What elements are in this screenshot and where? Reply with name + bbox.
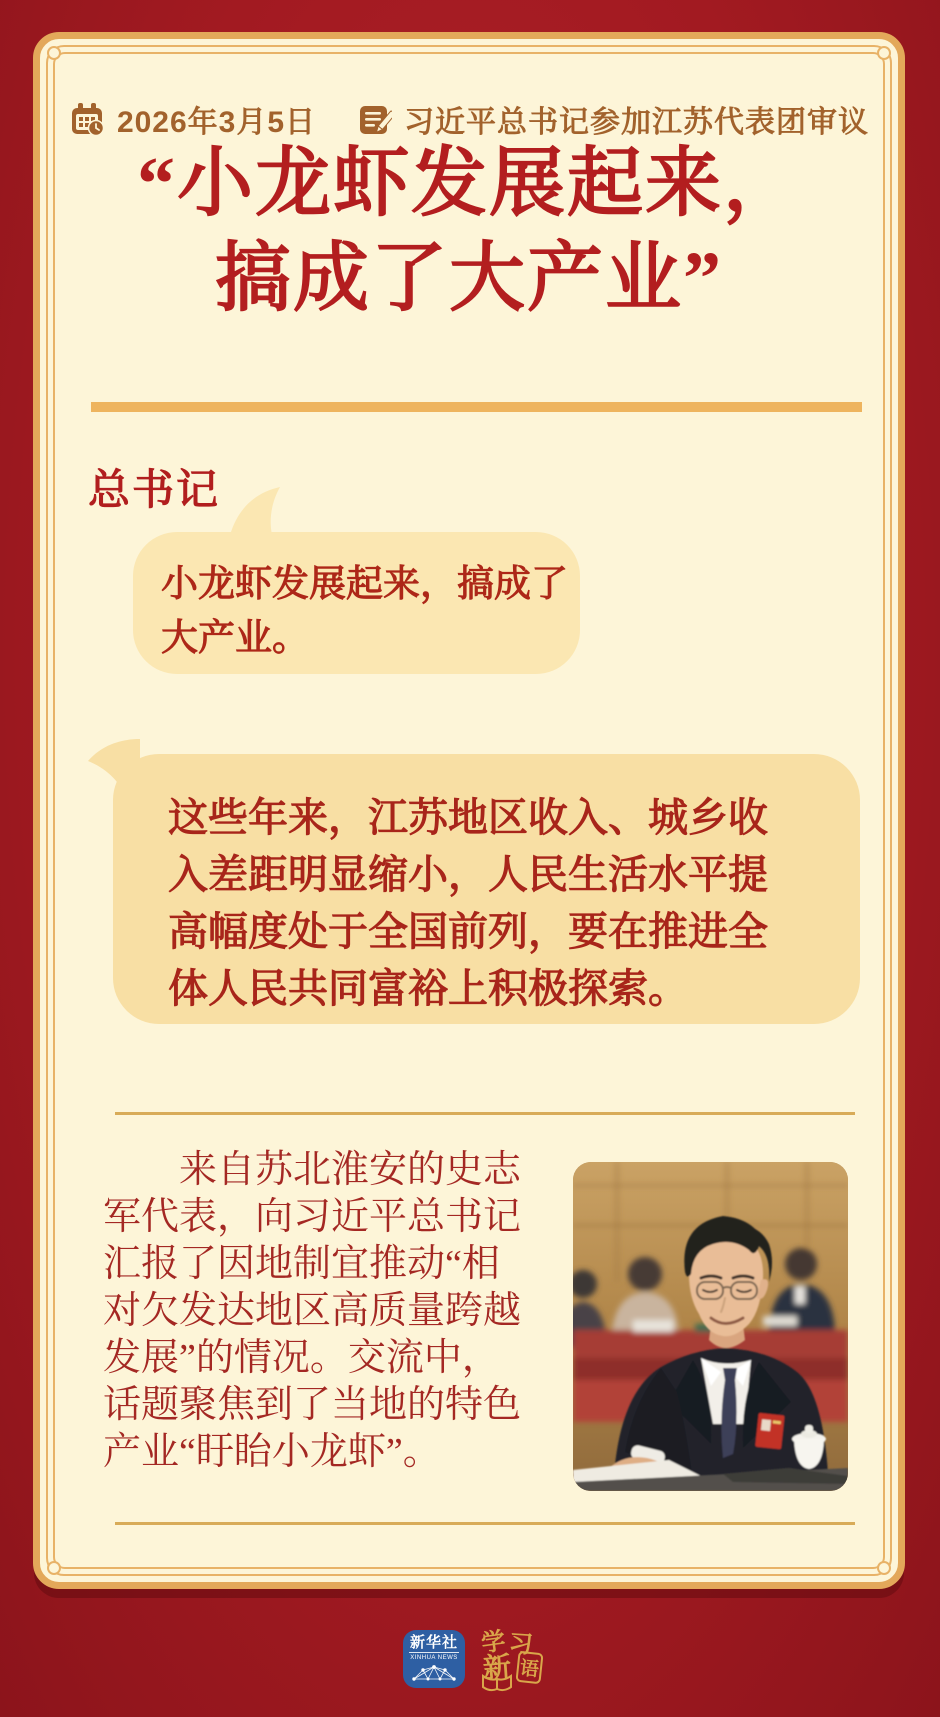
xinhua-logo-name: 新华社 — [409, 1634, 458, 1651]
quote-2-text: 这些年来，江苏地区收入、城乡收入差距明显缩小，人民生活水平提高幅度处于全国前列，要在推进全体人民共同富裕上积极探索。 — [168, 796, 768, 1011]
calendar-icon — [69, 101, 105, 137]
memo-pencil-icon — [358, 101, 392, 137]
date-group — [69, 97, 316, 141]
header-row — [40, 97, 898, 141]
xinhua-logo-subtitle: XINHUA NEWS — [409, 1652, 459, 1662]
frame-corner-ornament — [47, 1561, 61, 1575]
open-book-icon — [481, 1674, 513, 1692]
xinhua-news-logo — [403, 1630, 465, 1688]
poster-card — [33, 32, 905, 1589]
speaker-label: 总书记 — [88, 466, 221, 513]
main-title-line1: “小龙虾发展起来， — [137, 142, 801, 226]
xuexi-xinyu-logo — [479, 1626, 545, 1692]
thin-divider-top — [115, 1112, 855, 1115]
xuexi-char-4: 语 — [515, 1651, 543, 1684]
article-paragraph: 来自苏北淮安的史志军代表，向习近平总书记汇报了因地制宜推动“相对欠发达地区高质量跨越发展”的情况。交流中，话题聚焦到了当地的特色产业“盱眙小龙虾”。 — [103, 1149, 522, 1473]
quote-1-text: 小龙虾发展起来，搞成了大产业。 — [161, 563, 568, 658]
delegate-photo — [573, 1162, 848, 1491]
frame-corner-ornament — [877, 1561, 891, 1575]
frame-corner-ornament — [47, 46, 61, 60]
speech-bubble-quote-2 — [113, 754, 860, 1024]
speech-bubble-tail — [228, 487, 286, 535]
gold-divider-bar — [91, 402, 862, 412]
main-title-line2: 搞成了大产业” — [215, 237, 723, 321]
network-globe-icon — [409, 1663, 459, 1685]
main-title — [40, 137, 898, 327]
xuexi-char-3: 新 — [482, 1652, 513, 1685]
header-event-title: 习近平总书记参加江苏代表团审议 — [404, 106, 870, 139]
xuexi-char-2: 习 — [507, 1631, 534, 1659]
header-date: 2026年3月5日 — [116, 106, 317, 139]
xuexi-char-1: 学 — [479, 1628, 508, 1658]
thin-divider-bottom — [115, 1522, 855, 1525]
event-group — [358, 97, 869, 141]
speech-bubble-quote-1 — [133, 532, 580, 674]
frame-corner-ornament — [877, 46, 891, 60]
